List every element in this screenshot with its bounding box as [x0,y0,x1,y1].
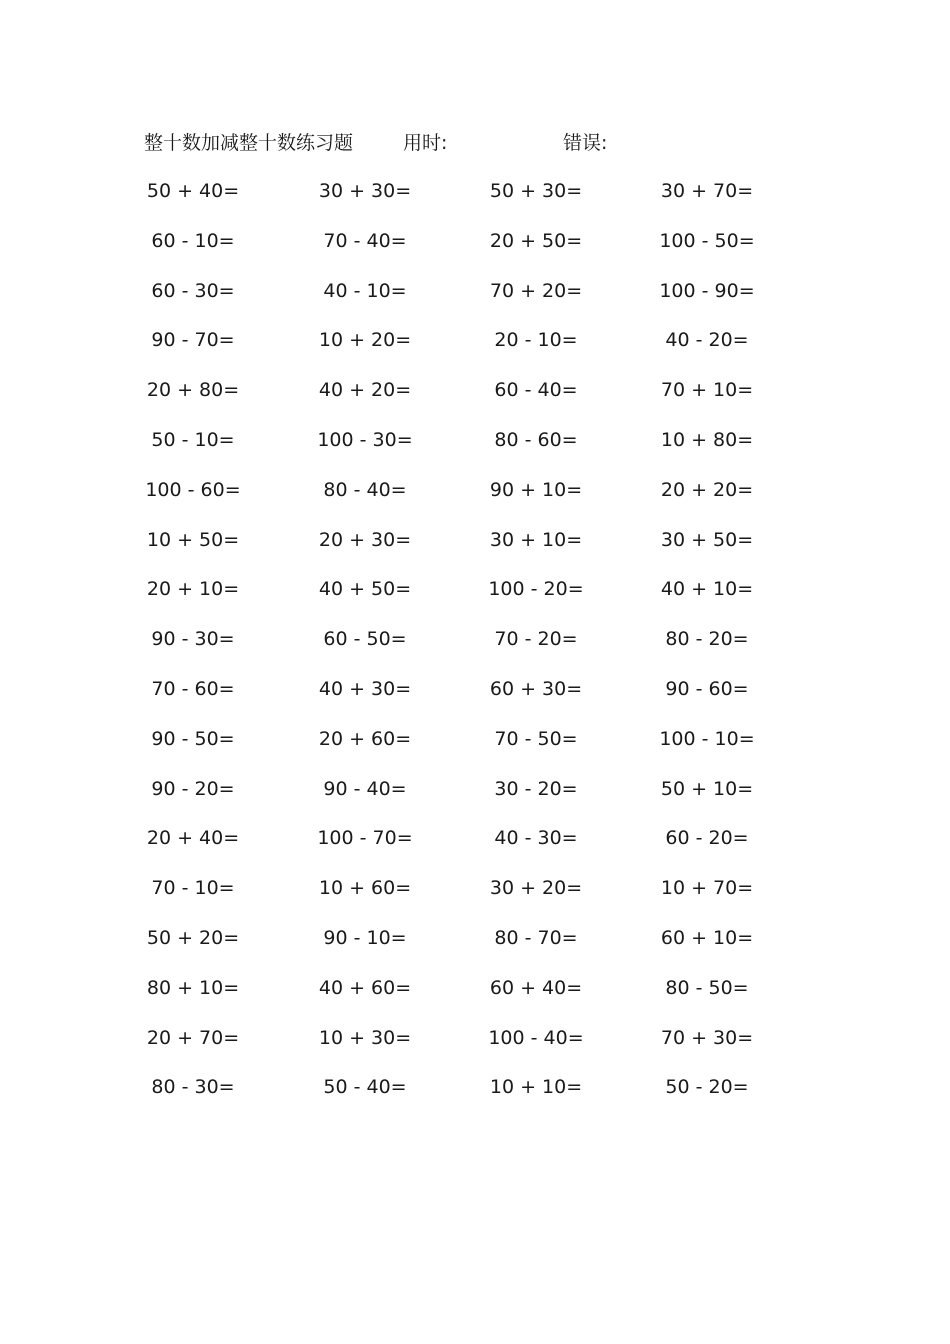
math-problem: 70 + 10= [660,379,754,402]
math-problem: 80 - 30= [151,1076,235,1099]
math-problem: 70 + 20= [489,279,583,302]
math-problem: 80 - 20= [665,628,749,651]
math-problem: 30 + 10= [489,528,583,551]
error-label: 错误: [563,132,608,154]
math-problem: 80 - 60= [494,428,578,451]
math-problem: 30 + 20= [489,877,583,900]
math-problem: 50 - 40= [323,1076,407,1099]
math-problem: 30 + 30= [318,180,412,202]
math-problem: 20 + 40= [146,827,240,850]
problem-row [0,873,950,923]
math-problem: 70 - 40= [323,229,407,252]
math-problem: 50 - 20= [665,1076,749,1099]
math-problem: 40 - 20= [665,329,749,352]
math-problem: 50 + 20= [146,926,240,949]
math-problem: 70 - 10= [151,877,235,900]
math-problem: 40 + 10= [660,578,754,601]
math-problem: 60 + 10= [660,926,754,949]
math-problem: 70 - 50= [494,727,578,750]
math-problem: 100 - 60= [145,478,241,501]
math-problem: 100 - 20= [488,578,584,601]
problem-row [0,923,950,973]
math-problem: 20 + 80= [146,379,240,402]
math-problem: 50 - 10= [151,428,235,451]
problem-row [0,724,950,774]
math-problem: 90 - 60= [665,677,749,700]
problem-row [0,1023,950,1073]
math-problem: 10 + 20= [318,329,412,352]
math-problem: 10 + 50= [146,528,240,551]
math-problem: 70 - 60= [151,677,235,700]
math-problem: 60 - 10= [151,229,235,252]
math-problem: 10 + 70= [660,877,754,900]
problem-row [0,574,950,624]
math-problem: 80 - 40= [323,478,407,501]
math-problem: 20 + 50= [489,229,583,252]
math-problem: 30 + 50= [660,528,754,551]
math-problem: 50 + 10= [660,777,754,800]
problem-row [0,823,950,873]
math-problem: 60 - 20= [665,827,749,850]
problem-row [0,973,950,1023]
math-problem: 80 - 50= [665,976,749,999]
math-problem: 90 + 10= [489,478,583,501]
problem-row [0,375,950,425]
math-problem: 70 + 30= [660,1026,754,1049]
math-problem: 20 + 10= [146,578,240,601]
math-problem: 10 + 30= [318,1026,412,1049]
math-problem: 10 + 60= [318,877,412,900]
problem-row [0,624,950,674]
math-problem: 10 + 10= [489,1076,583,1099]
problem-row [0,276,950,326]
math-problem: 70 - 20= [494,628,578,651]
math-problem: 90 - 20= [151,777,235,800]
math-problem: 60 - 30= [151,279,235,302]
math-problem: 100 - 10= [659,727,755,750]
problem-row [0,226,950,276]
problem-row [0,176,950,226]
problem-grid [0,176,950,1122]
math-problem: 60 + 30= [489,677,583,700]
worksheet-header [0,128,950,158]
math-problem: 10 + 80= [660,428,754,451]
math-problem: 50 + 30= [489,180,583,202]
math-problem: 60 + 40= [489,976,583,999]
math-problem: 40 + 50= [318,578,412,601]
math-problem: 100 - 40= [488,1026,584,1049]
time-label: 用时: [403,132,448,154]
math-problem: 30 - 20= [494,777,578,800]
problem-row [0,425,950,475]
problem-row [0,774,950,824]
math-problem: 50 + 40= [146,180,240,202]
problem-row [0,325,950,375]
math-problem: 90 - 30= [151,628,235,651]
math-problem: 40 + 20= [318,379,412,402]
math-problem: 40 - 30= [494,827,578,850]
math-problem: 20 + 70= [146,1026,240,1049]
math-problem: 90 - 40= [323,777,407,800]
math-problem: 20 + 60= [318,727,412,750]
problem-row [0,674,950,724]
math-problem: 30 + 70= [660,180,754,202]
math-problem: 90 - 10= [323,926,407,949]
math-problem: 20 + 20= [660,478,754,501]
math-problem: 40 + 60= [318,976,412,999]
problem-row [0,1072,950,1122]
math-problem: 60 - 50= [323,628,407,651]
math-problem: 20 - 10= [494,329,578,352]
math-problem: 20 + 30= [318,528,412,551]
math-problem: 90 - 70= [151,329,235,352]
math-problem: 80 + 10= [146,976,240,999]
math-problem: 40 + 30= [318,677,412,700]
problem-row [0,475,950,525]
math-problem: 60 - 40= [494,379,578,402]
math-problem: 100 - 70= [317,827,413,850]
math-problem: 100 - 90= [659,279,755,302]
math-problem: 100 - 50= [659,229,755,252]
math-problem: 80 - 70= [494,926,578,949]
math-problem: 100 - 30= [317,428,413,451]
math-problem: 40 - 10= [323,279,407,302]
math-problem: 90 - 50= [151,727,235,750]
problem-row [0,525,950,575]
worksheet-title: 整十数加减整十数练习题 [144,132,354,154]
